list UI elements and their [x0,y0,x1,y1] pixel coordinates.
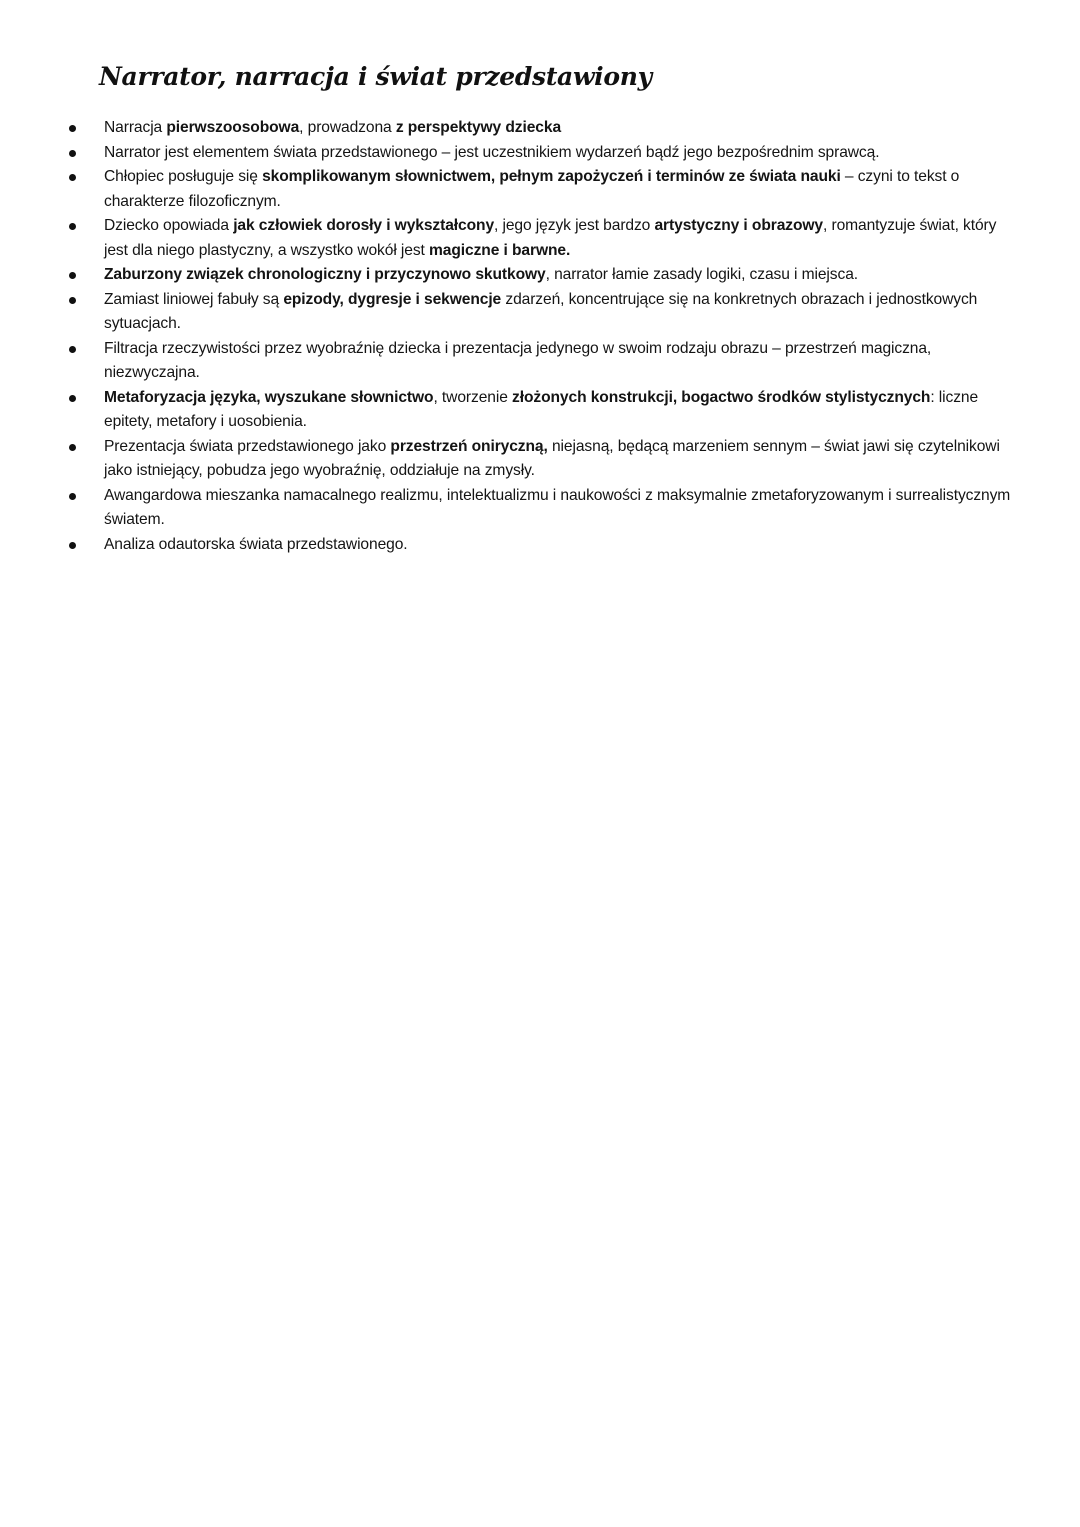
text-segment: : liczne epitety, metafory i uosobienia. [104,388,979,430]
bullet-icon [69,223,76,230]
text-segment: , jego język jest bardzo [494,217,655,234]
text-segment: Awangardowa mieszanka namacalnego realizmu, intelektualizmu i naukowości z maksymalnie zmetaforyzowanym i surrealistycznym światem. [104,486,1011,528]
text-segment: niejasną, będącą marzeniem sennym – świat jawi się czytelnikowi jako istniejący, pobudza jego wyobraźnię, oddziałuje na zmysły. [104,437,1000,479]
text-segment: zdarzeń, koncentrujące się na konkretnych obrazach i jednostkowych sytuacjach. [104,290,978,332]
list-item [0,165,1080,214]
bold-text: pierwszoosobowa [166,119,300,136]
text-segment: Narrator jest elementem świata przedstawionego – jest uczestnikiem wydarzeń bądź jego bezpośrednim sprawcą. [104,143,880,161]
bold-text: złożonych konstrukcji, bogactwo środków stylistycznych [512,388,931,406]
list-item [0,435,1080,484]
bullet-icon [69,542,76,549]
bold-text: skomplikowanym słownictwem, pełnym zapożyczeń i terminów ze świata nauki [262,168,841,185]
bullet-icon [69,444,76,451]
bold-text: epizody, dygresje i sekwencje [283,290,502,308]
list-item [0,214,1080,263]
text-segment: , narrator łamie zasady logiki, czasu i miejsca. [545,266,858,283]
list-item [0,263,1080,288]
list-item [0,116,1080,141]
text-segment: Filtracja rzeczywistości przez wyobraźnię dziecka i prezentacja jedynego w swoim rodzaju obrazu – przestrzeń magiczna, niezwyczajna. [104,339,932,381]
bullet-icon [69,174,76,181]
bullet-icon [69,297,76,304]
list-item [0,337,1080,386]
text-segment: Zamiast liniowej fabuły są [104,290,284,308]
text-segment: , prowadzona [299,119,396,136]
text-segment: Chłopiec posługuje się [104,168,263,185]
bullet-icon [69,395,76,402]
text-segment: Prezentacja świata przedstawionego jako [104,437,391,455]
bold-text: z perspektywy dziecka [395,119,562,136]
document-title: Narrator, narracja i świat przedstawiony [99,62,652,91]
bold-text: Zaburzony związek chronologiczny i przyczynowo skutkowy [104,266,546,283]
bullet-icon [69,272,76,279]
bullet-icon [69,125,76,132]
text-segment: Analiza odautorska świata przedstawionego. [104,535,408,553]
list-item [0,141,1080,166]
bold-text: przestrzeń oniryczną, [390,437,548,455]
text-segment: , romantyzuje świat, który jest dla niego plastyczny, a wszystko wokół jest [104,217,997,259]
bullet-icon [69,346,76,353]
text-segment: – czyni to tekst o charakterze filozoficznym. [104,168,960,210]
list-item [0,533,1080,558]
list-item [0,484,1080,533]
bold-text: jak człowiek dorosły i wykształcony [233,217,495,234]
bold-text: magiczne i barwne. [429,241,571,259]
bullet-list [0,116,1080,557]
bullet-icon [69,493,76,500]
text-segment: , tworzenie [433,388,513,406]
bold-text: Metaforyzacja języka, wyszukane słownictwo [104,388,434,406]
bullet-icon [69,150,76,157]
bold-text: artystyczny i obrazowy [654,217,824,234]
list-item [0,386,1080,435]
text-segment: Narracja [104,119,167,136]
list-item [0,288,1080,337]
text-segment: Dziecko opowiada [104,217,234,234]
